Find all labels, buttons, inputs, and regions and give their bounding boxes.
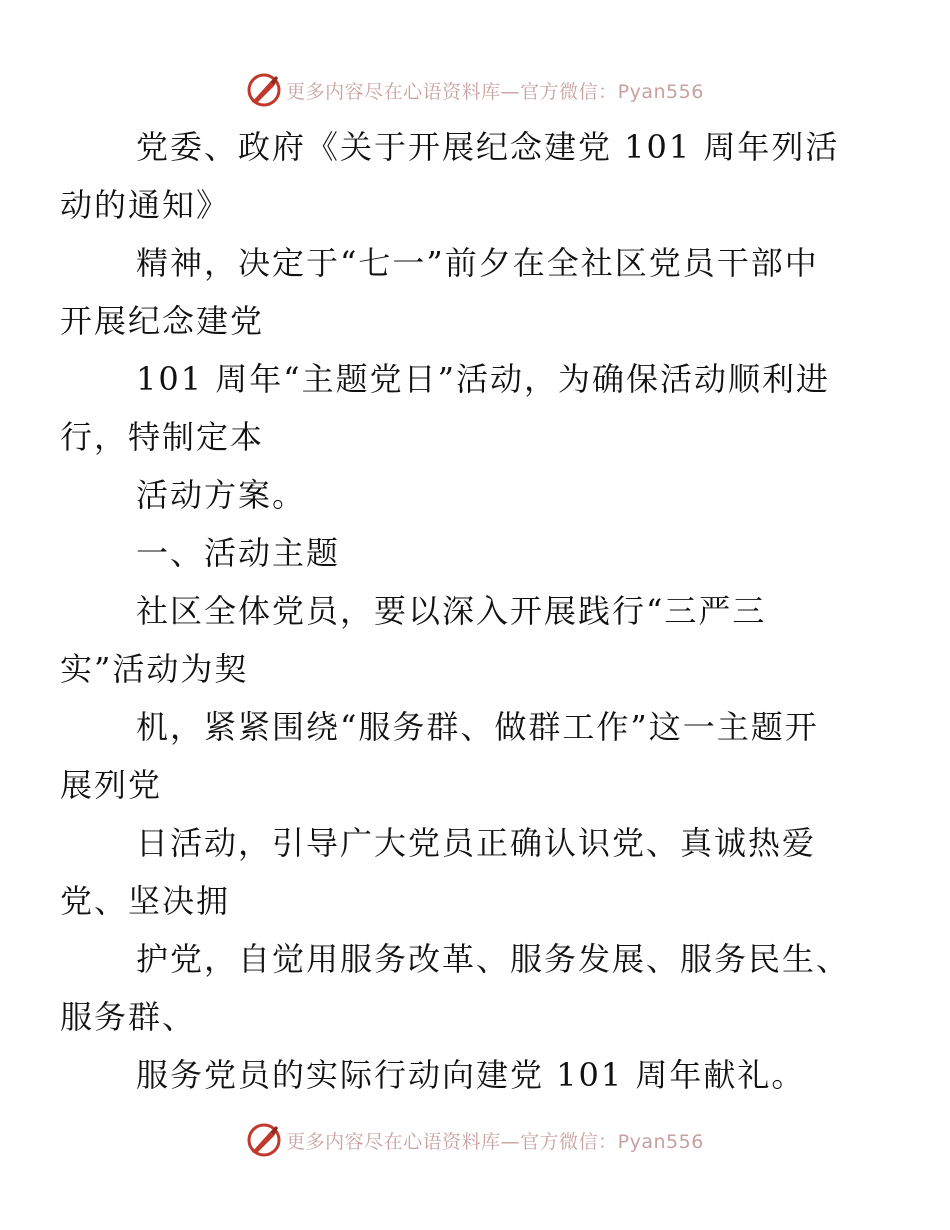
paragraph	[60, 698, 858, 814]
paragraph-line: 活动方案。	[136, 476, 307, 514]
paragraph	[98, 466, 858, 524]
paragraph-continuation: 动的通知》	[60, 186, 231, 224]
section-heading	[98, 524, 858, 582]
paragraph	[60, 234, 858, 350]
paragraph-line: 服务党员的实际行动向建党 101 周年献礼。	[136, 1056, 806, 1094]
paragraph-continuation: 实”活动为契	[60, 650, 249, 688]
paragraph-line: 机，紧紧围绕“服务群、做群工作”这一主题开	[136, 708, 819, 746]
paragraph	[98, 1046, 858, 1104]
paragraph-continuation: 服务群、	[60, 998, 197, 1036]
watermark-text: 更多内容尽在心语资料库—官方微信：Pyan556	[286, 80, 704, 103]
paragraph-line: 101 周年“主题党日”活动，为确保活动顺利进	[136, 360, 830, 398]
pen-logo-icon	[246, 72, 282, 108]
paragraph	[60, 350, 858, 466]
watermark-footer	[0, 1120, 950, 1160]
paragraph-line: 护党，自觉用服务改革、服务发展、服务民生、	[136, 940, 851, 978]
paragraph-line: 日活动，引导广大党员正确认识党、真诚热爱	[136, 824, 817, 862]
paragraph-line: 精神，决定于“七一”前夕在全社区党员干部中	[136, 244, 819, 282]
paragraph-continuation: 行，特制定本	[60, 418, 265, 456]
paragraph-continuation: 展列党	[60, 766, 163, 804]
paragraph	[60, 582, 858, 698]
paragraph-continuation: 开展纪念建党	[60, 302, 265, 340]
pen-logo-icon	[246, 1122, 282, 1158]
paragraph	[60, 118, 858, 234]
paragraph-line: 社区全体党员，要以深入开展践行“三严三	[136, 592, 767, 630]
document-body	[60, 118, 858, 1104]
paragraph	[60, 814, 858, 930]
paragraph-continuation: 党、坚决拥	[60, 882, 231, 920]
paragraph	[60, 930, 858, 1046]
paragraph-line: 党委、政府《关于开展纪念建党 101 周年列活	[136, 128, 840, 166]
watermark-text: 更多内容尽在心语资料库—官方微信：Pyan556	[286, 1130, 704, 1153]
heading-text: 一、活动主题	[136, 534, 341, 572]
watermark-header	[0, 70, 950, 110]
